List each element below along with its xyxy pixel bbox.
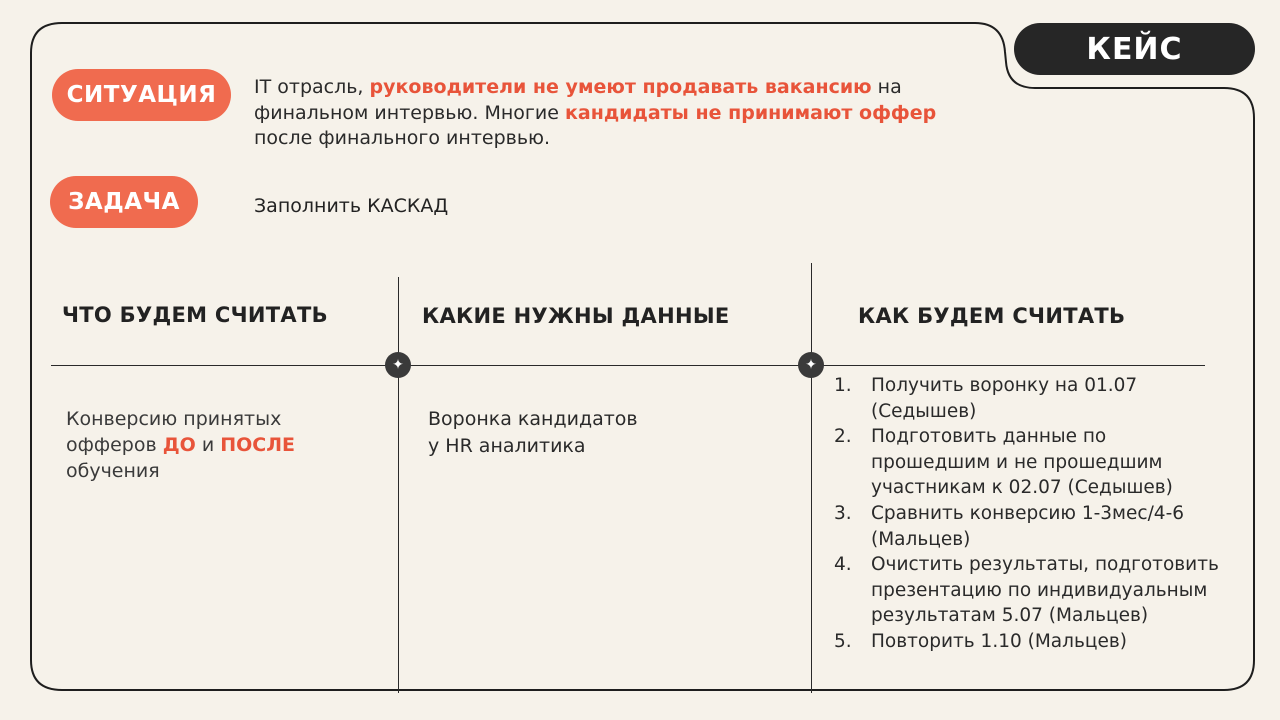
step-item: 3. Сравнить конверсию 1-3мес/4-6 (Мальцев) xyxy=(834,502,1185,550)
steps-list xyxy=(834,373,1224,655)
task-tag: ЗАДАЧА xyxy=(50,176,198,228)
sparkle-icon: ✦ xyxy=(385,352,411,378)
situation-tag: СИТУАЦИЯ xyxy=(52,69,231,121)
step-item: 4. Очистить результаты, подготовить презентацию по индивидуальным результатам 5.07 (Мальцев) xyxy=(834,554,1219,627)
what-cell: Конверсию принятых офферов ДО и ПОСЛЕ обучения xyxy=(66,408,296,482)
task-text: Заполнить КАСКАД xyxy=(254,195,449,217)
data-cell xyxy=(428,406,768,460)
column-header-data: КАКИЕ НУЖНЫ ДАННЫЕ xyxy=(422,304,730,328)
table-divider-horizontal xyxy=(51,365,1205,366)
column-header-what: ЧТО БУДЕМ СЧИТАТЬ xyxy=(62,303,328,327)
step-item: 5. Повторить 1.10 (Мальцев) xyxy=(834,630,1127,652)
column-header-how: КАК БУДЕМ СЧИТАТЬ xyxy=(858,304,1126,328)
data-cell-line-2: у HR аналитика xyxy=(428,435,586,457)
table-divider-vertical-2 xyxy=(811,263,812,693)
step-item: 2. Подготовить данные по прошедшим и не прошедшим участникам к 02.07 (Седышев) xyxy=(834,426,1173,499)
data-cell-line-1: Воронка кандидатов xyxy=(428,408,638,430)
step-item: 1. Получить воронку на 01.07 (Седышев) xyxy=(834,375,1138,422)
case-badge: КЕЙС xyxy=(1014,23,1255,75)
table-divider-vertical-1 xyxy=(398,277,399,693)
sparkle-icon: ✦ xyxy=(798,352,824,378)
situation-text: IT отрасль, руководители не умеют продавать вакансию на финальном интервью. Многие кандидаты не принимают оффер после финального интервью. xyxy=(254,76,937,149)
